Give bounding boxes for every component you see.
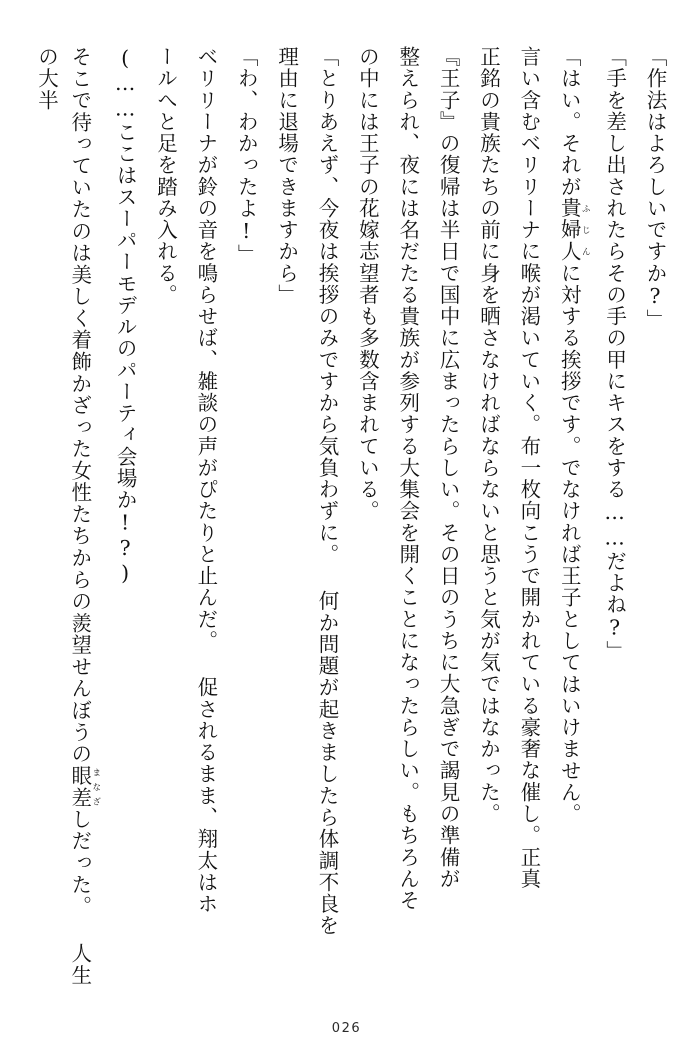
ruby-annotation: 貴婦人 ふじん bbox=[557, 197, 591, 263]
paragraph: 言い含むベリリーナに喉が渇いていく。布一枚向こうで開かれている豪奢な催し。正真 bbox=[516, 46, 541, 890]
paragraph: 「作法はよろしいですか?」 bbox=[643, 46, 667, 331]
page-number: 026 bbox=[331, 1021, 362, 1036]
paragraph: そこで待っていたのは美しく着飾かざった女性たちからの羨望せんぼうの眼差 まなざしだった。 人生の大半 bbox=[34, 46, 101, 986]
paragraph: 「とりあえず、今夜は挨拶のみですから気負わずに。 何か問題が起きましたら体調不良を bbox=[315, 46, 339, 937]
paragraph: 『王子』の復帰は半日で国中に広まったらしい。その日のうちに大急ぎで謁見の準備が bbox=[436, 46, 461, 890]
paragraph: 「はい。それが貴婦人 ふじんに対する挨拶です。でなければ王子としてはいけません。 bbox=[557, 46, 591, 825]
paragraph: ールへと足を踏み入れる。 bbox=[153, 46, 178, 306]
paragraph: 理由に退場できますから」 bbox=[274, 46, 299, 306]
paragraph: の中には王子の花嫁志望者も多数含まれている。 bbox=[355, 46, 380, 522]
paragraph: (……ここはスーパーモデルのパーティ会場か!?) bbox=[113, 46, 138, 587]
paragraph: 正銘の貴族たちの前に身を晒さなければならないと思うと気が気ではなかった。 bbox=[476, 46, 501, 825]
paragraph: 「手を差し出されたらその手の甲にキスをする……だよね?」 bbox=[602, 46, 627, 663]
paragraph: ベリリーナが鈴の音を鳴らせば、雑談の声がぴたりと止んだ。 促されるまま、翔太はホ bbox=[193, 46, 218, 915]
paragraph: 整えられ、夜には名だたる貴族が参列する大集会を開くことになったらしい。もちろんそ bbox=[395, 46, 420, 912]
paragraph: 「わ、わかったよ!」 bbox=[234, 46, 259, 266]
ruby-annotation: 眼差 まなざ bbox=[67, 764, 101, 809]
vertical-text-body bbox=[22, 46, 671, 986]
